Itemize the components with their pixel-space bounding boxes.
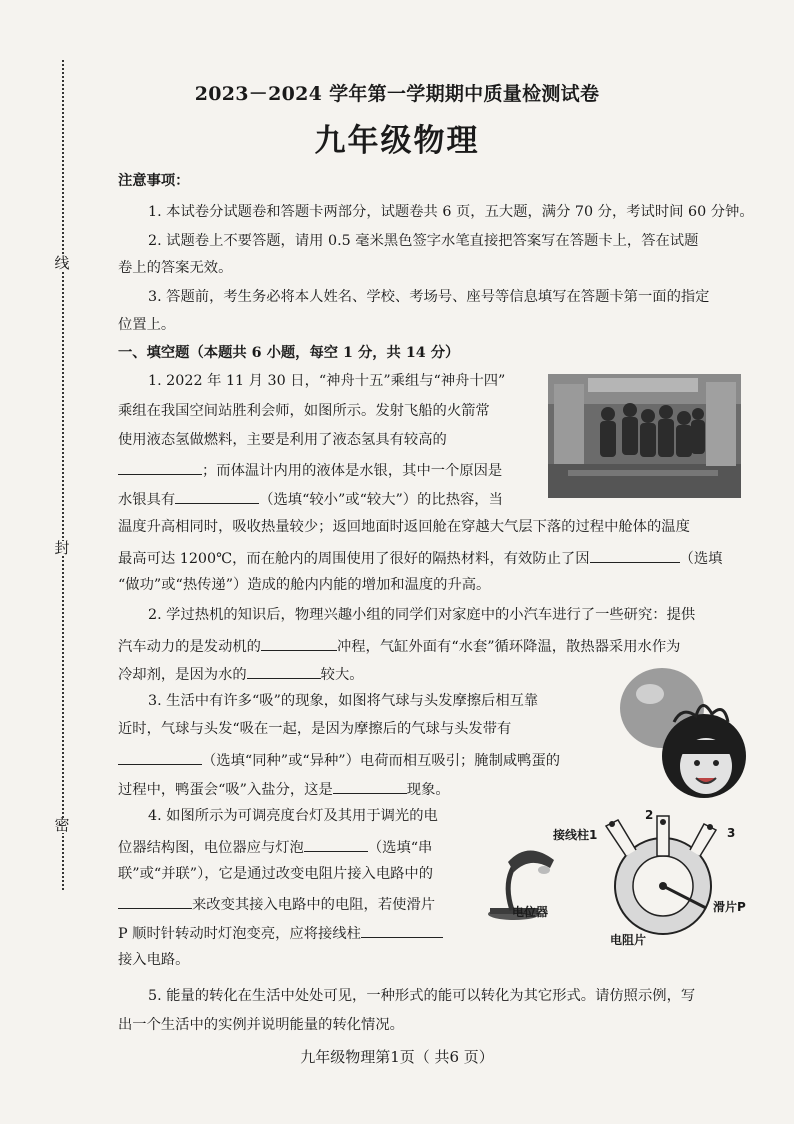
q1-line-7: 最高可达 1200℃，而在舱内的周围使用了很好的隔热材料，有效防止了因 （选填 bbox=[118, 548, 722, 568]
terminal-2-label: 2 bbox=[645, 808, 654, 822]
q2-blank-1[interactable] bbox=[261, 636, 337, 651]
q3-line-4: 过程中，鸭蛋会“吸”入盐分，这是 现象。 bbox=[118, 779, 450, 799]
margin-char-mi: 密 bbox=[48, 818, 76, 833]
q5-line-2: 出一个生活中的实例并说明能量的转化情况。 bbox=[118, 1017, 404, 1033]
notice-heading: 注意事项： bbox=[118, 173, 190, 189]
q2-blank-2[interactable] bbox=[247, 664, 321, 679]
q3-blank-1[interactable] bbox=[118, 750, 202, 765]
space-station-photo bbox=[548, 374, 741, 498]
q4-blank-1[interactable] bbox=[304, 837, 368, 852]
q1-blank-3[interactable] bbox=[590, 548, 680, 563]
notice-item-2-cont: 卷上的答案无效。 bbox=[118, 260, 233, 276]
notice-item-3: 3. 答题前，考生务必将本人姓名、学校、考场号、座号等信息填写在答题卡第一面的指定 bbox=[148, 289, 710, 305]
margin-char-xian: 线 bbox=[48, 256, 76, 271]
q4-line-5: P 顺时针转动时灯泡变亮，应将接线柱 bbox=[118, 923, 443, 943]
notice-item-2: 2. 试题卷上不要答题，请用 0.5 毫米黑色签字水笔直接把答案写在答题卡上，答在试题 bbox=[148, 233, 699, 249]
q5-line-1: 5. 能量的转化在生活中处处可见，一种形式的能可以转化为其它形式。请仿照示例，写 bbox=[148, 988, 696, 1004]
q2-line-2: 汽车动力的是发动机的 冲程，气缸外面有“水套”循环降温，散热器采用水作为 bbox=[118, 636, 680, 656]
q2-line-3: 冷却剂，是因为水的 较大。 bbox=[118, 664, 364, 684]
notice-item-1: 1. 本试卷分试题卷和答题卡两部分，试题卷共 6 页，五大题，满分 70 分，考试时间 60 分钟。 bbox=[148, 204, 754, 220]
q3-line-2: 近时，气球与头发“吸在一起，是因为摩擦后的气球与头发带有 bbox=[118, 721, 512, 737]
q3-line-3: （选填“同种”或“异种”）电荷而相互吸引；腌制咸鸭蛋的 bbox=[118, 750, 560, 770]
q4-line-1: 4. 如图所示为可调亮度台灯及其用于调光的电 bbox=[148, 808, 438, 824]
section-1-heading: 一、填空题（本题共 6 小题，每空 1 分，共 14 分） bbox=[118, 345, 460, 361]
notice-item-3-cont: 位置上。 bbox=[118, 317, 176, 333]
q4-blank-2[interactable] bbox=[118, 894, 192, 909]
exam-subtitle: 九年级物理 bbox=[314, 123, 480, 159]
q1-line-3: 使用液态氢做燃料，主要是利用了液态氢具有较高的 bbox=[118, 432, 447, 448]
exam-title: 2023－2024 学年第一学期期中质量检测试卷 bbox=[194, 83, 600, 105]
q1-line-4: ；而体温计内用的液体是水银，其中一个原因是 bbox=[118, 460, 502, 480]
q4-line-4: 来改变其接入电路中的电阻，若使滑片 bbox=[118, 894, 435, 914]
potentiometer-label: 电位器 bbox=[512, 905, 549, 919]
terminal-1-label: 接线柱1 bbox=[553, 828, 598, 842]
slider-label: 滑片P bbox=[713, 900, 746, 914]
q1-line-1: 1. 2022 年 11 月 30 日，“神舟十五”乘组与“神舟十四” bbox=[148, 373, 506, 389]
q1-blank-1[interactable] bbox=[118, 460, 202, 475]
binding-dotted-line bbox=[62, 60, 64, 890]
q2-line-1: 2. 学过热机的知识后，物理兴趣小组的同学们对家庭中的小汽车进行了一些研究：提供 bbox=[148, 607, 696, 623]
q1-line-2: 乘组在我国空间站胜利会师，如图所示。发射飞船的火箭常 bbox=[118, 403, 490, 419]
resistor-label: 电阻片 bbox=[610, 933, 647, 947]
balloon-hair-photo bbox=[612, 666, 750, 800]
margin-char-feng: 封 bbox=[48, 541, 76, 556]
page-footer: 九年级物理第1页（ 共6 页） bbox=[300, 1048, 494, 1066]
q1-blank-2[interactable] bbox=[175, 489, 259, 504]
terminal-3-label: 3 bbox=[727, 826, 736, 840]
q1-line-5: 水银具有 （选填“较小”或“较大”）的比热容，当 bbox=[118, 489, 503, 509]
q4-blank-3[interactable] bbox=[361, 923, 443, 938]
q4-line-2: 位器结构图，电位器应与灯泡 （选填“串 bbox=[118, 837, 432, 857]
q3-line-1: 3. 生活中有许多“吸”的现象，如图将气球与头发摩擦后相互靠 bbox=[148, 693, 539, 709]
potentiometer-diagram bbox=[588, 812, 738, 936]
q4-line-6: 接入电路。 bbox=[118, 952, 190, 968]
q1-line-8: “做功”或“热传递”）造成的舱内内能的增加和温度的升高。 bbox=[118, 577, 491, 593]
q3-blank-2[interactable] bbox=[333, 779, 407, 794]
q4-line-3: 联”或“并联”），它是通过改变电阻片接入电路中的 bbox=[118, 866, 434, 882]
q1-line-6: 温度升高相同时，吸收热量较少；返回地面时返回舱在穿越大气层下落的过程中舱体的温度 bbox=[118, 519, 690, 535]
